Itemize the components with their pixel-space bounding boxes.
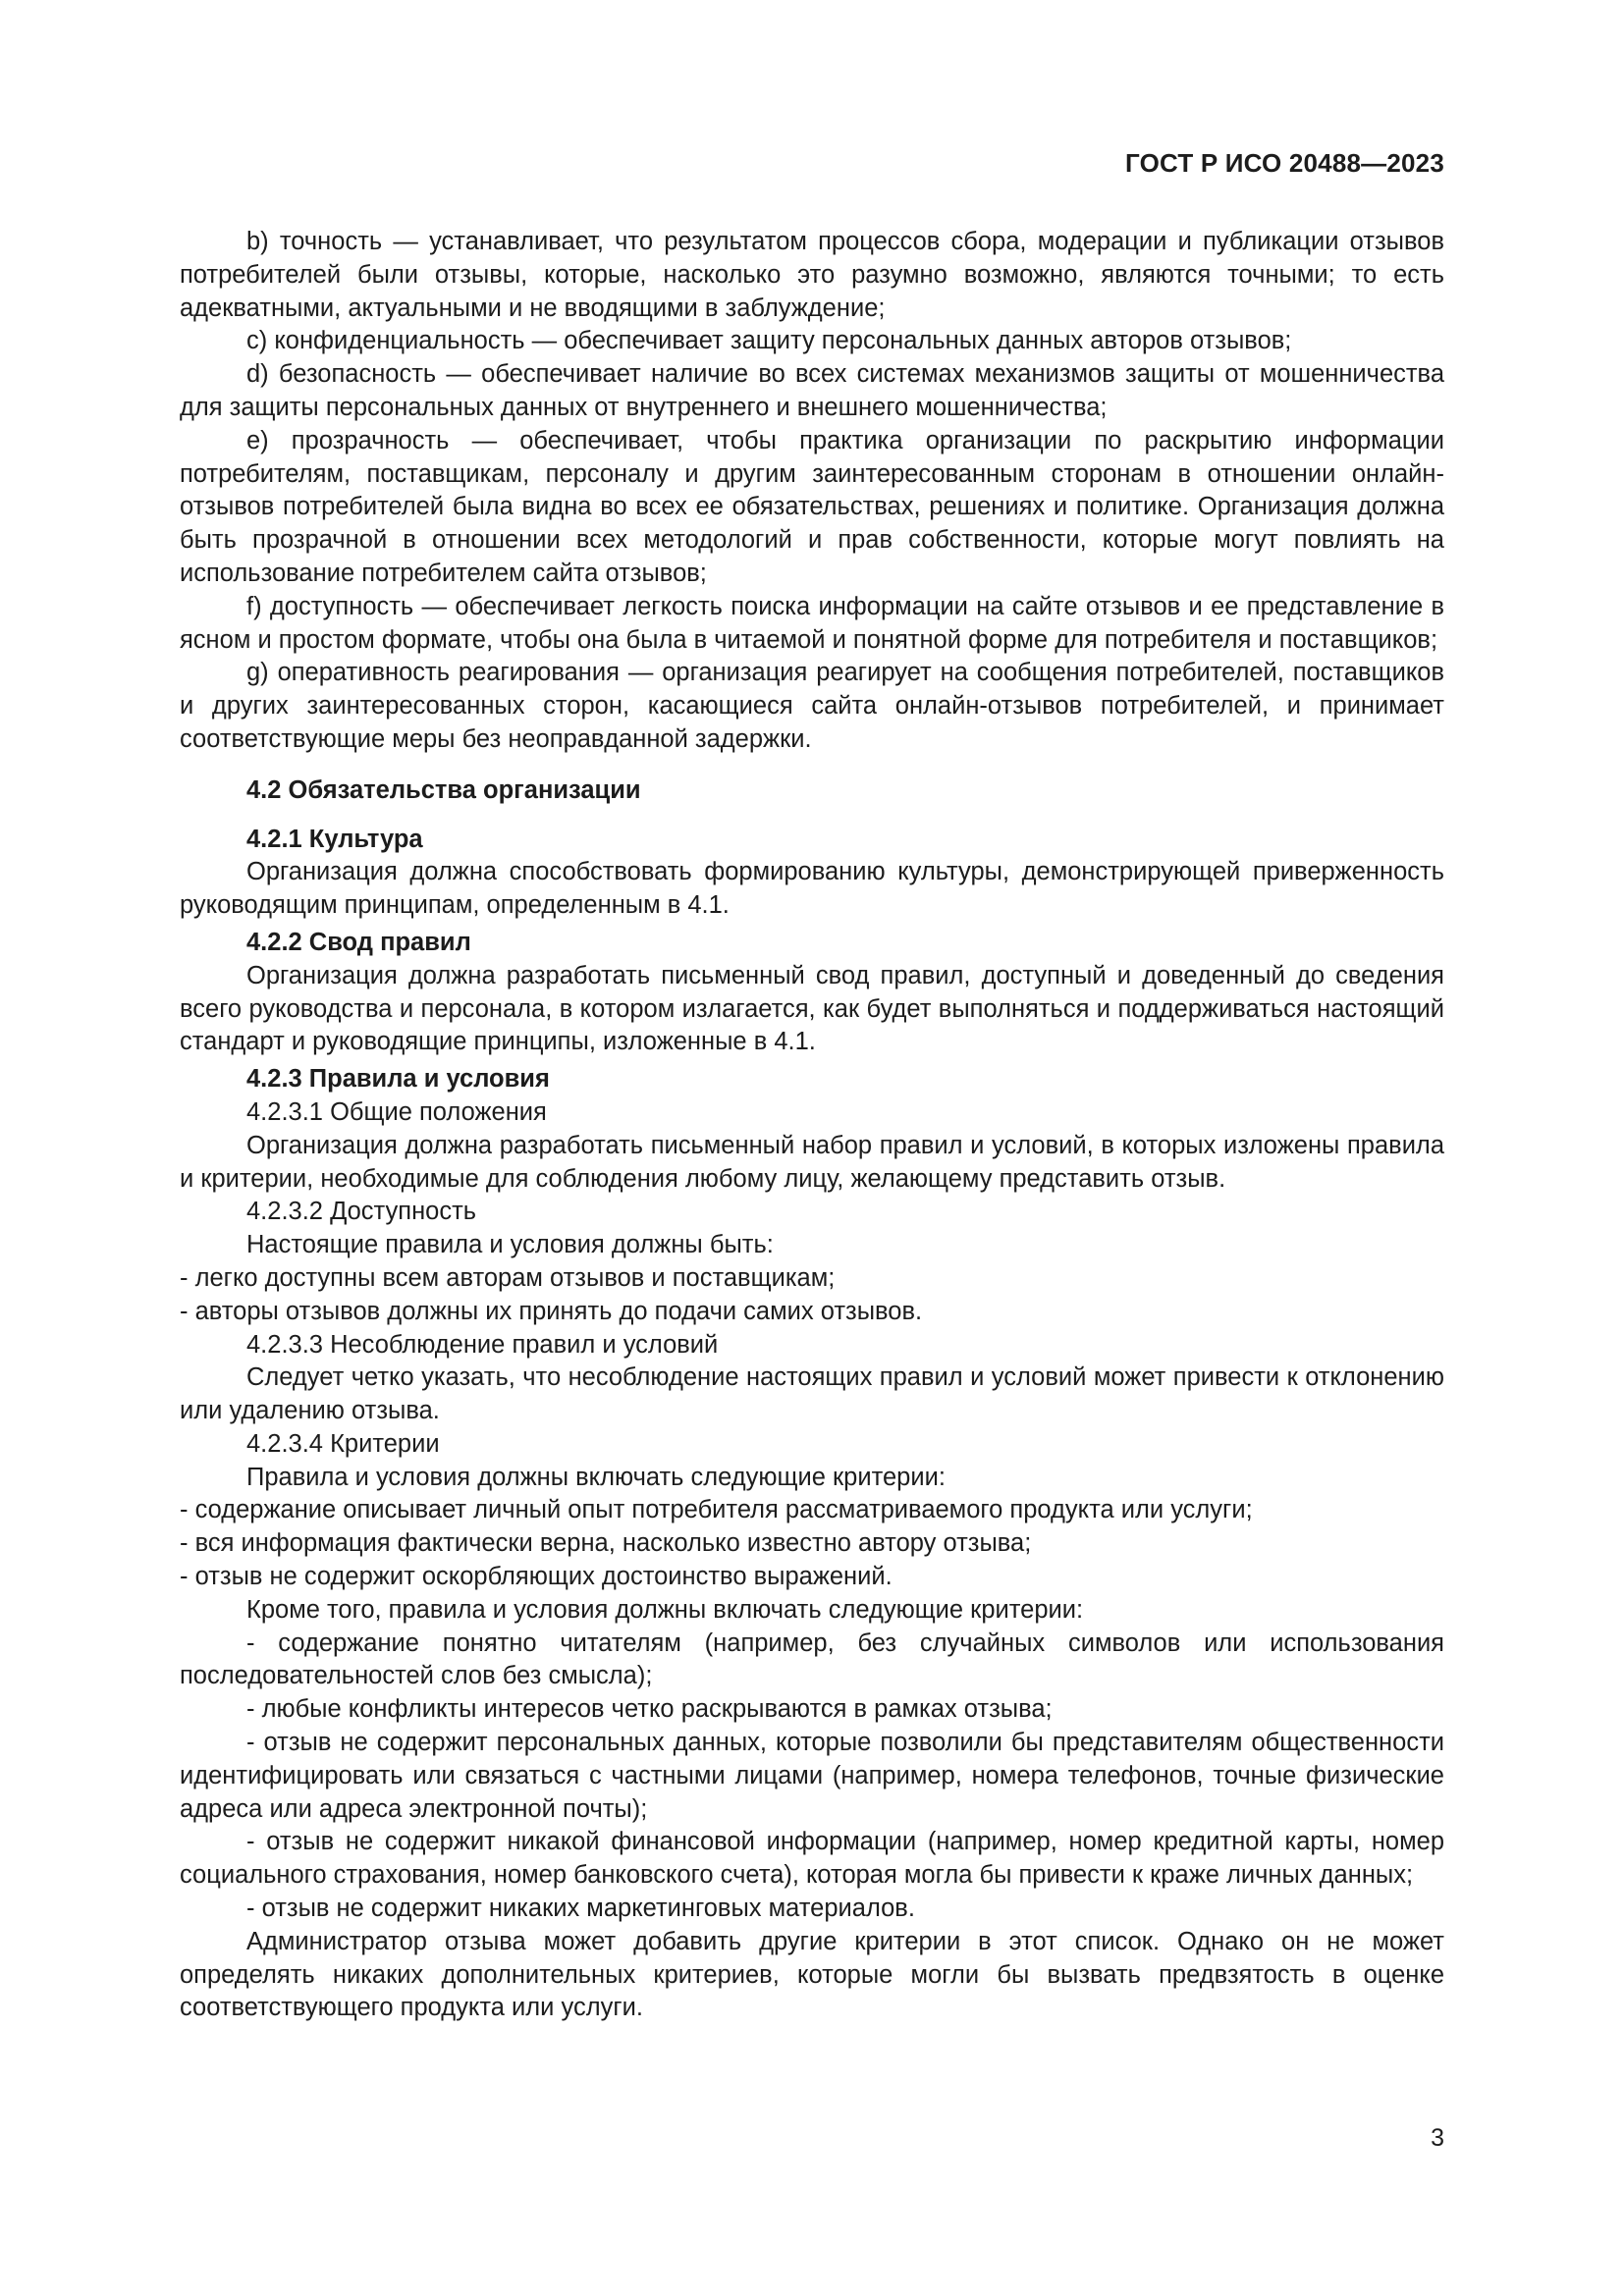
list-item-g: g) оперативность реагирования — организация реагирует на сообщения потребителей, поставщиков и других заинтересованных сторон, касающиеся сайта онлайн-отзывов потребителей, и принимает соответствующие меры без неоправданной задержки. [180,659,1444,753]
document-body [180,226,1444,2025]
dash-list-item: - авторы отзывов должны их принять до подачи самих отзывов. [180,1297,923,1325]
dash-list-item: - отзыв не содержит персональных данных, которые позволили бы представителям общественности идентифицировать или связаться с частными лицами (например, номера телефонов, точные физические адреса или адреса электронной почты); [180,1729,1444,1823]
dash-list-item: - любые конфликты интересов четко раскрываются в рамках отзыва; [246,1695,1053,1724]
paragraph: Кроме того, правила и условия должны включать следующие критерии: [246,1595,1084,1624]
page-number: 3 [1431,2124,1444,2152]
paragraph: Настоящие правила и условия должны быть: [246,1231,774,1259]
paragraph: Правила и условия должны включать следующие критерии: [246,1463,946,1491]
list-item-d: d) безопасность — обеспечивает наличие во всех системах механизмов защиты от мошенничества для защиты персональных данных от внутреннего и внешнего мошенничества; [180,360,1444,421]
dash-list-item: - отзыв не содержит никакой финансовой информации (например, номер кредитной карты, номер социального страхования, номер банковского счета), которая могла бы привести к краже личных данных; [180,1828,1444,1890]
subsection-heading-4-2-1: 4.2.1 Культура [246,825,423,853]
section-heading-4-2: 4.2 Обязательства организации [246,775,641,804]
paragraph: Организация должна разработать письменный набор правил и условий, в которых изложены правила и критерии, необходимые для соблюдения любому лицу, желающему представить отзыв. [180,1131,1444,1193]
paragraph: Организация должна способствовать формированию культуры, демонстрирующей приверженность руководящим принципам, определенным в 4.1. [180,858,1444,920]
clause-heading-4-2-3-2: 4.2.3.2 Доступность [246,1198,477,1226]
dash-list-item: - содержание понятно читателям (например, без случайных символов или использования последовательностей слов без смысла); [180,1629,1444,1690]
clause-heading-4-2-3-1: 4.2.3.1 Общие положения [246,1097,547,1126]
list-item-b: b) точность — устанавливает, что результатом процессов сбора, модерации и публикации отзывов потребителей были отзывы, которые, насколько это разумно возможно, являются точными; то есть адекватными, актуальными и не вводящими в заблуждение; [180,228,1444,322]
dash-list-item: - вся информация фактически верна, насколько известно автору отзыва; [180,1529,1032,1558]
paragraph: Следует четко указать, что несоблюдение настоящих правил и условий может привести к отклонению или удалению отзыва. [180,1363,1444,1425]
subsection-heading-4-2-3: 4.2.3 Правила и условия [246,1065,550,1094]
dash-list-item: - легко доступны всем авторам отзывов и поставщикам; [180,1263,836,1292]
clause-heading-4-2-3-3: 4.2.3.3 Несоблюдение правил и условий [246,1330,719,1359]
subsection-heading-4-2-2: 4.2.2 Свод правил [246,928,471,956]
list-item-e: e) прозрачность — обеспечивает, чтобы практика организации по раскрытию информации потребителям, поставщикам, персоналу и другим заинтересованным сторонам в отношении онлайн-отзывов потребителей была видна во всех ее обязательствах, решениях и политике. Организация должна быть прозрачной в отношении всех методологий и прав собственности, которые могут повлиять на использование потребителем сайта отзывов; [180,426,1444,587]
paragraph: Администратор отзыва может добавить другие критерии в этот список. Однако он не может определять никаких дополнительных критериев, которые могли бы вызвать предвзятость в оценке соответствующего продукта или услуги. [180,1927,1444,2022]
list-item-f: f) доступность — обеспечивает легкость поиска информации на сайте отзывов и ее представление в ясном и простом формате, чтобы она была в читаемой и понятной форме для потребителя и поставщиков; [180,592,1444,654]
document-header: ГОСТ Р ИСО 20488—2023 [1124,148,1444,178]
dash-list-item: - отзыв не содержит оскорбляющих достоинство выражений. [180,1563,893,1591]
list-item-c: c) конфиденциальность — обеспечивает защиту персональных данных авторов отзывов; [246,327,1292,355]
dash-list-item: - содержание описывает личный опыт потребителя рассматриваемого продукта или услуги; [180,1496,1253,1524]
paragraph: Организация должна разработать письменный свод правил, доступный и доведенный до сведения всего руководства и персонала, в котором излагается, как будет выполняться и поддерживаться настоящий стандарт и руководящие принципы, изложенные в 4.1. [180,961,1444,1056]
clause-heading-4-2-3-4: 4.2.3.4 Критерии [246,1429,440,1458]
dash-list-item: - отзыв не содержит никаких маркетинговых материалов. [246,1895,915,1923]
